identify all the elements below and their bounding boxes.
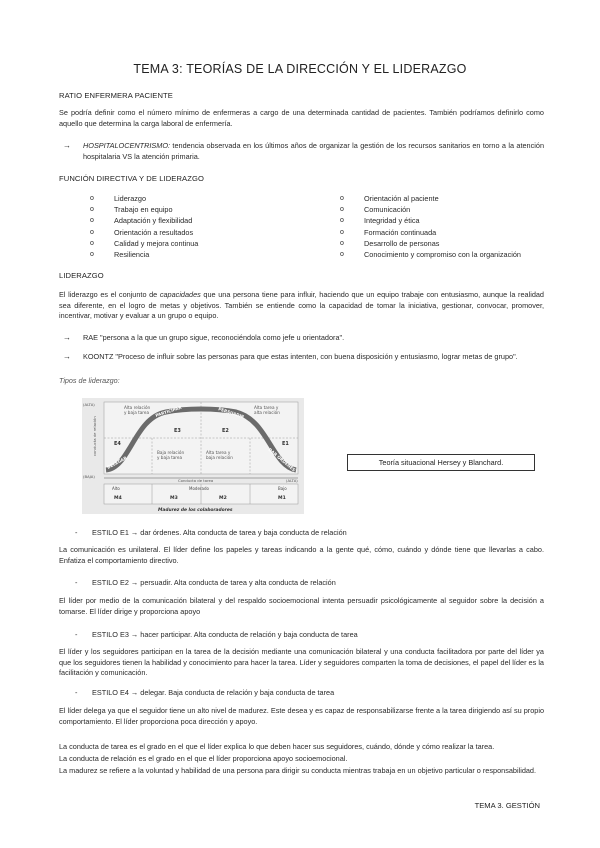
final-madurez: La madurez se refiere a la voluntad y habilidad de una persona para dirigir su conducta mientras trabaja en un objetivo particular o responsabilidad.	[59, 766, 537, 775]
quadrant-tr-l1: Alta tarea y	[254, 405, 279, 410]
bullet-icon: o	[90, 228, 94, 236]
list-item: o Integridad y ética	[340, 216, 420, 226]
bullet-icon: o	[340, 251, 344, 259]
estilo-e4-desc: El líder delega ya que el seguidor tiene un alto nivel de madurez. Este desea y es capaz de responsabilizarse frente a la tarea dirigiendo así su propio comportamiento. El líder proporciona poca dirección y apoyo.	[59, 706, 544, 726]
list-item: o Orientación a resultados	[90, 227, 194, 237]
bullet-icon: o	[90, 239, 94, 247]
competencies-right	[338, 193, 521, 260]
term-definition: tendencia observada en los últimos años de organizar la gestión de los recursos sanitarios en torno a la atención hospitalaria VS la atención primaria.	[83, 141, 544, 161]
bullet-icon: o	[340, 195, 344, 202]
list-item: o Trabajo en equipo	[90, 205, 173, 215]
situational-leadership-diagram	[82, 398, 304, 514]
curve-label-delegar: DELEGAR	[106, 455, 128, 470]
m4-label: M4	[114, 496, 122, 501]
estilo-e2: - ESTILO E2 → persuadir. Alta conducta de tarea y alta conducta de relación	[75, 578, 336, 587]
estilo-e3: - ESTILO E3 → hacer participar. Alta conducta de relación y baja conducta de tarea	[75, 630, 358, 639]
bullet-icon: o	[90, 206, 94, 214]
y-axis-label: conducta de relación	[92, 416, 97, 456]
page-footer: TEMA 3. GESTIÓN	[474, 801, 540, 810]
bullet-icon: o	[340, 228, 344, 236]
estilo-e1: - ESTILO E1 → dar órdenes. Alta conducta de tarea y baja conducta de relación	[75, 528, 347, 537]
x-axis-high: (ALTA)	[286, 478, 298, 483]
arrow-icon: →	[63, 141, 71, 150]
heading-liderazgo: LIDERAZGO	[59, 271, 104, 280]
list-item: o Liderazgo	[90, 194, 147, 203]
e2-label: E2	[222, 428, 229, 434]
m1-label: M1	[278, 496, 286, 501]
para-ratio: Se podría definir como el número mínimo de enfermeras a cargo de una determinada cantidad de pacientes. También podríamos definirlo como aquello que determina la carga laboral de enfermería.	[59, 108, 544, 128]
arrow-icon: →	[63, 333, 71, 342]
y-axis-low: (BAJA)	[83, 474, 95, 479]
curve-label-persuadir: PERSUADIR	[217, 406, 245, 420]
x-axis-label: Conducta de tarea	[178, 478, 214, 483]
final-conducta-tarea: La conducta de tarea es el grado en el que el líder explica lo que deben hacer sus seguidores, cuándo, dónde y cómo realizar la tarea.	[59, 742, 495, 751]
heading-funcion: FUNCIÓN DIRECTIVA Y DE LIDERAZGO	[59, 174, 204, 183]
quadrant-br-l1: Alta tarea y	[206, 450, 231, 455]
m3-label: M3	[170, 496, 178, 501]
list-item: o Desarrollo de personas	[340, 238, 440, 248]
y-axis-high: (ALTA)	[83, 402, 95, 407]
quadrant-tl-l1: Alta relación	[124, 405, 151, 410]
arrow-item-text	[83, 141, 544, 162]
bullet-icon: o	[340, 217, 344, 225]
e3-label: E3	[174, 428, 181, 434]
e1-label: E1	[282, 441, 289, 447]
quadrant-tl-l2: y baja tarea	[124, 410, 150, 415]
arrow-item-hospitalocentrismo	[59, 141, 544, 162]
estilo-e1-desc: La comunicación es unilateral. El líder define los papeles y tareas indicando a la gente qué, cómo, cuándo y dónde tiene que llevarlas a cabo. Enfatiza el comportamiento directivo.	[59, 545, 544, 565]
bullet-icon: o	[90, 251, 94, 259]
maturity-moderado: Moderado	[189, 486, 209, 491]
quadrant-bl-l1: Baja relación	[157, 450, 185, 455]
arrow-item-rae: → RAE "persona a la que un grupo sigue, reconociéndola como jefe u orientadora".	[63, 333, 345, 342]
estilo-e2-desc: El líder por medio de la comunicación bilateral y del respaldo socioemocional intenta persuadir psicológicamente al seguidor sobre la decisión a tomarse. El líder dirige y proporciona apoyo	[59, 596, 544, 616]
bullet-icon: o	[340, 206, 344, 214]
list-item: o Orientación al paciente	[340, 194, 439, 203]
list-item: o Adaptación y flexibilidad	[90, 216, 193, 226]
maturity-bajo: Bajo	[278, 486, 287, 491]
e4-label: E4	[114, 441, 121, 447]
quadrant-br-l2: baja relación	[206, 455, 233, 460]
m2-label: M2	[219, 496, 227, 501]
page-title: TEMA 3: TEORÍAS DE LA DIRECCIÓN Y EL LIDERAZGO	[133, 62, 467, 76]
tipos-caption: Tipos de liderazgo:	[59, 376, 120, 385]
list-item: o Conocimiento y compromiso con la organización	[340, 250, 521, 260]
arrow-icon: →	[63, 352, 71, 361]
competencies-left	[88, 193, 198, 260]
maturity-alto: Alto	[112, 486, 120, 491]
estilo-e4: - ESTILO E4 → delegar. Baja conducta de relación y baja conducta de tarea	[75, 688, 335, 697]
bullet-icon: o	[90, 217, 94, 225]
heading-ratio: RATIO ENFERMERA PACIENTE	[59, 91, 173, 100]
curve-label-dar-ordenes: DAR ÓRDENES	[267, 446, 297, 473]
teoria-situacional-box: Teoría situacional Hersey y Blanchard.	[347, 454, 535, 471]
curve-label-participar: PARTICIPAR	[154, 404, 183, 418]
list-item: o Comunicación	[340, 205, 411, 215]
list-item: o Formación continuada	[340, 227, 437, 237]
final-conducta-relacion: La conducta de relación es el grado en el que el líder proporciona apoyo socioemocional.	[59, 754, 348, 763]
maturity-caption: Madurez de los colaboradores	[158, 508, 233, 513]
bullet-icon: o	[90, 195, 94, 202]
list-item: o Resiliencia	[90, 250, 150, 260]
quadrant-tr-l2: alta relación	[254, 410, 280, 415]
quadrant-bl-l2: y baja tarea	[157, 455, 183, 460]
term-label: HOSPITALOCENTRISMO:	[83, 141, 171, 150]
arrow-item-koontz: → KOONTZ "Proceso de influir sobre las personas para que estas intenten, con buena disposición y entusiasmo, lograr metas de grupo".	[63, 352, 518, 361]
para-liderazgo: El liderazgo es el conjunto de capacidades que una persona tiene para influir, haciendo que un equipo trabaje con entusiasmo, aunque la realidad sea diferente, en el logro de metas y objetivos. También se entiende como la capacidad de tomar la iniciativa, gestionar, convocar, promover, incentivar, motivar y evaluar a un grupo o equipo.	[59, 290, 544, 321]
estilo-e3-desc: El líder y los seguidores participan en la tarea de la decisión mediante una comunicación bilateral y una conducta facilitadora por parte del líder ya que los seguidores tienen la habilidad y conocimiento para hacer la tarea. Líder y seguidores comparten la toma de decisiones, el papel del líder es la facilitación y comunicación.	[59, 647, 544, 678]
bullet-icon: o	[340, 239, 344, 247]
list-item: o Calidad y mejora continua	[90, 238, 199, 248]
